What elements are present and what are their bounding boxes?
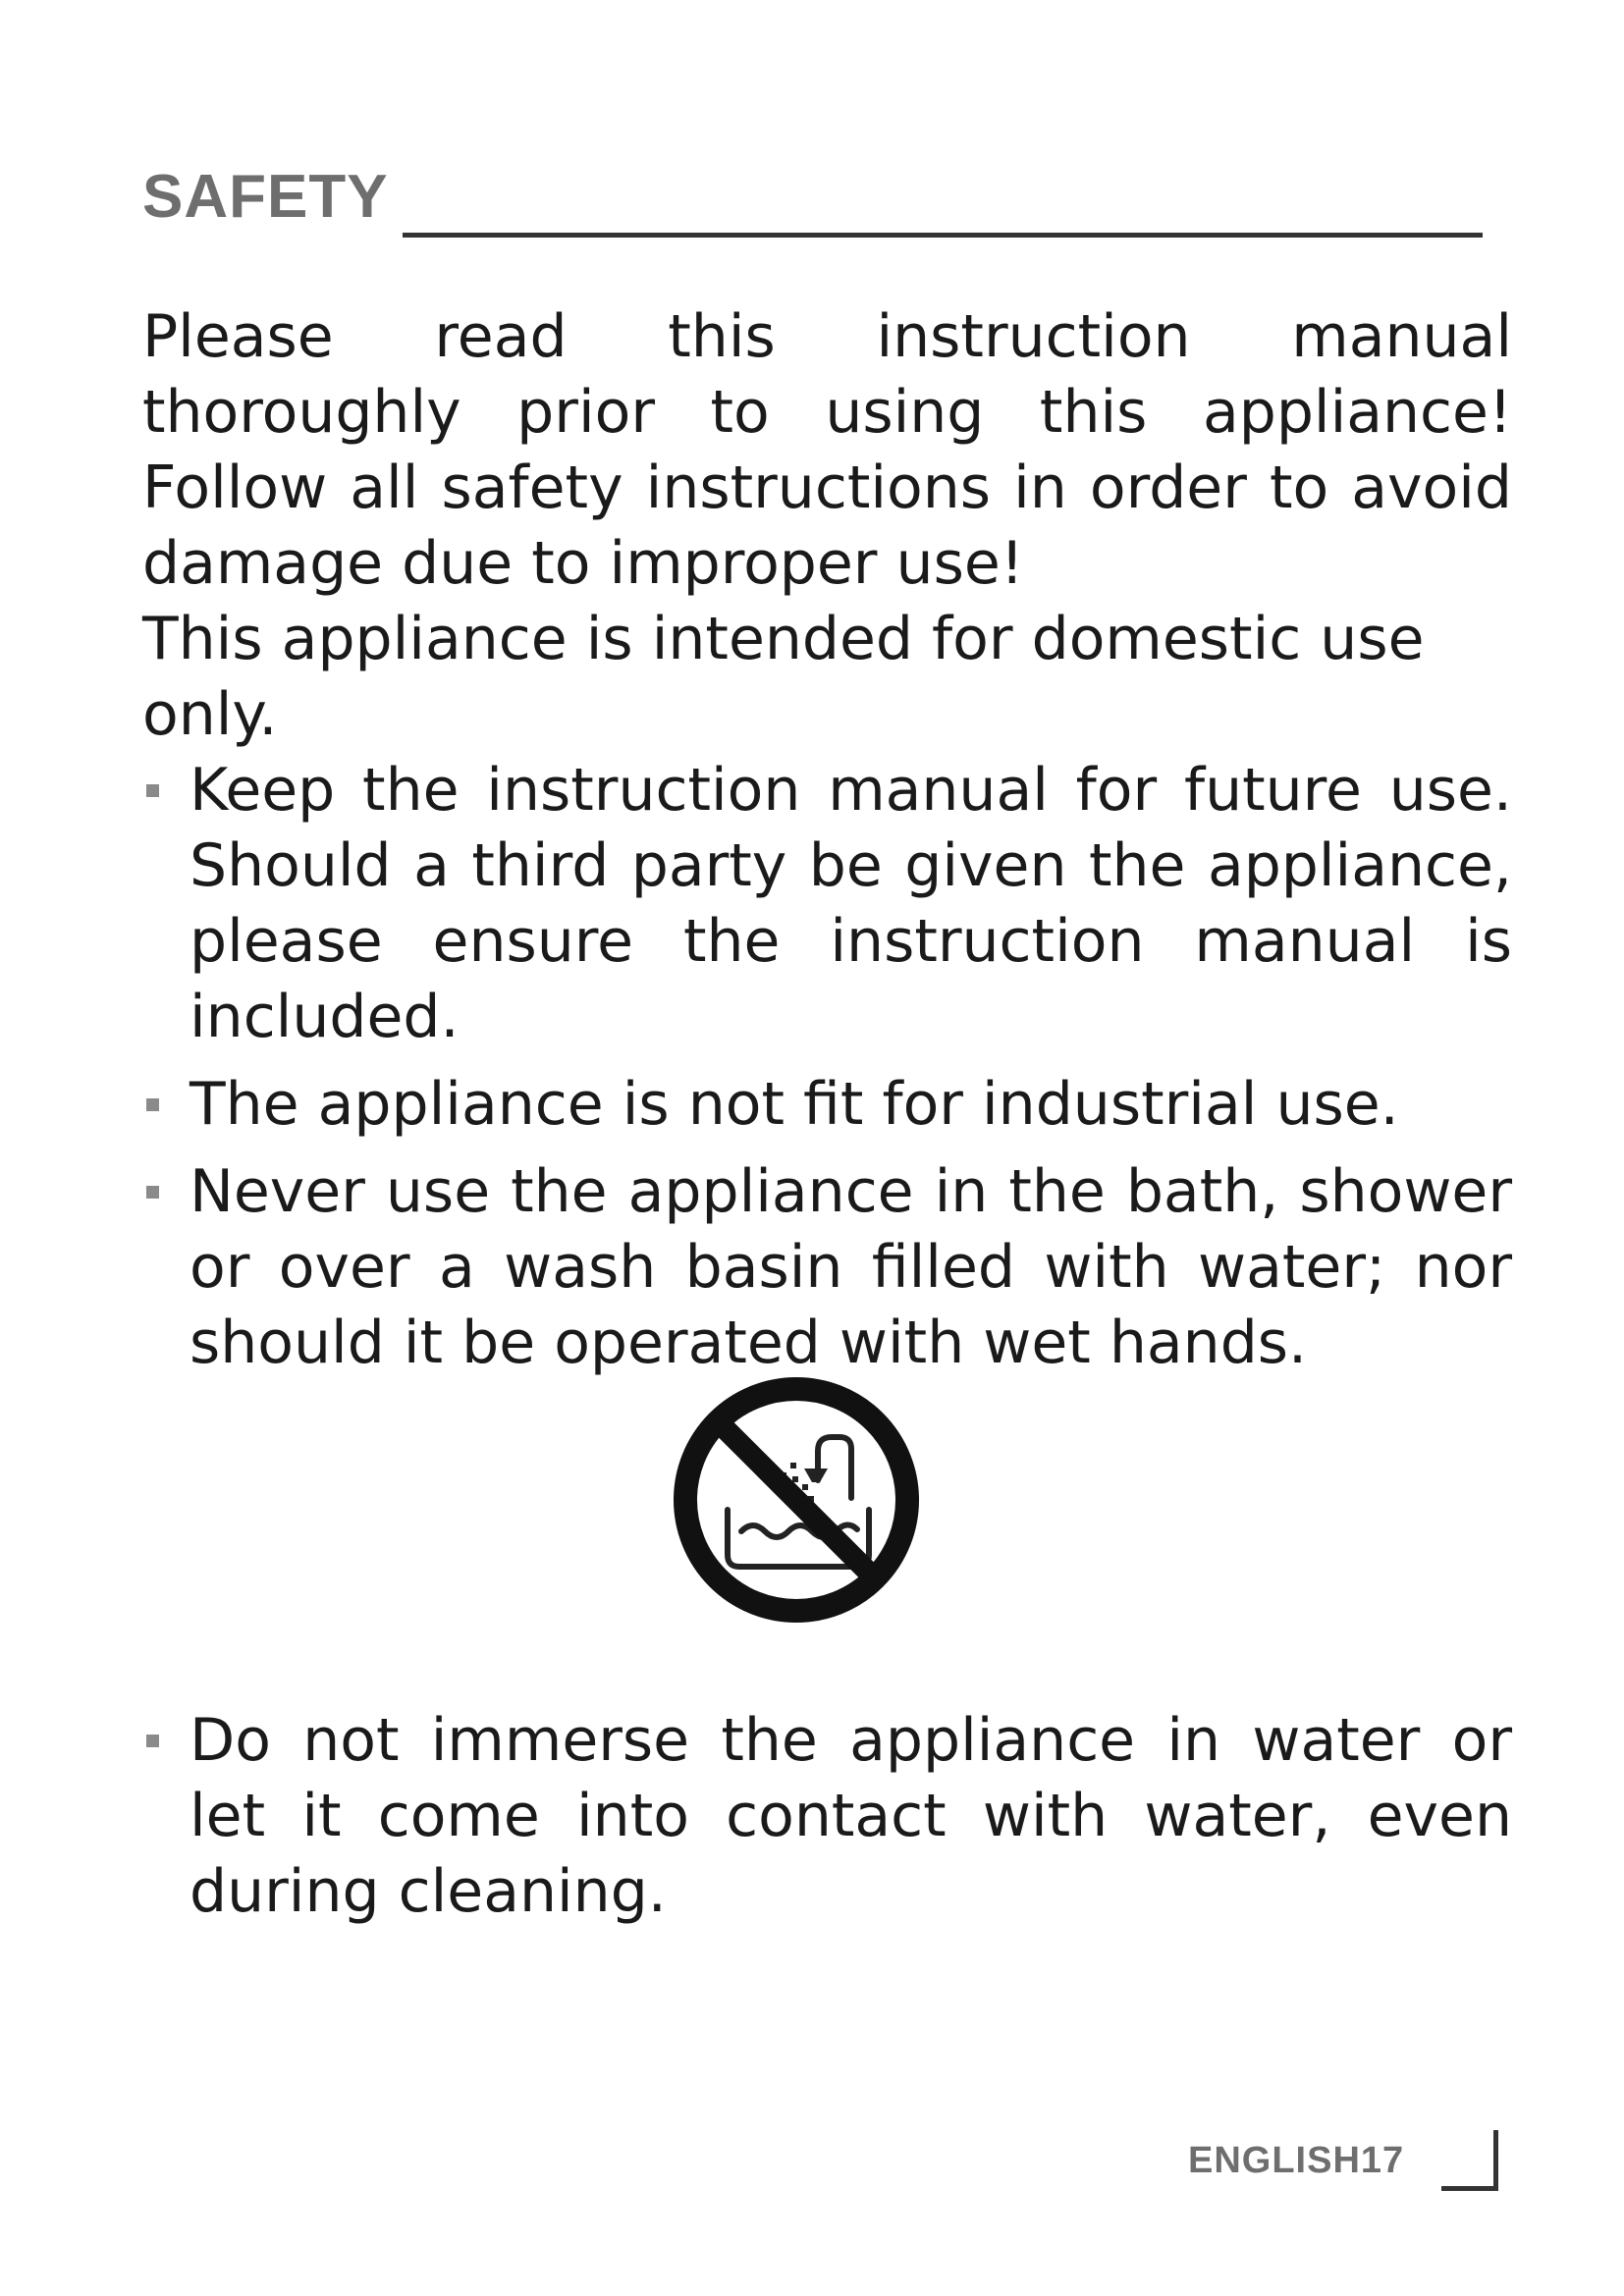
no-bath-shower-prohibition-icon bbox=[671, 1374, 922, 1626]
safety-bullet-list bbox=[142, 1703, 1512, 1930]
bullet-text: Never use the appliance in the bath, shower or over a wash basin filled with water; nor should it be operated with wet hands. bbox=[189, 1157, 1512, 1377]
bullet-text: The appliance is not fit for industrial use. bbox=[189, 1070, 1399, 1139]
section-heading: SAFETY bbox=[142, 163, 389, 231]
bullet-marker-icon bbox=[146, 784, 159, 797]
footer-language: ENGLISH bbox=[1188, 2140, 1361, 2181]
bullet-item bbox=[142, 753, 1512, 1055]
page-number: 17 bbox=[1360, 2140, 1405, 2181]
intro-paragraph: Please read this instruction manual thoroughly prior to using this appliance! Follow all safety instructions in order to avoid damage due to improper use! bbox=[142, 302, 1512, 598]
page-corner-mark bbox=[1441, 2130, 1498, 2191]
bullet-text: Keep the instruction manual for future use. Should a third party be given the appliance, please ensure the instruction manual is included. bbox=[189, 756, 1512, 1051]
safety-bullet-list bbox=[142, 753, 1512, 1381]
heading-rule-divider bbox=[403, 233, 1483, 238]
safety-body bbox=[142, 299, 1512, 1381]
bullet-text: Do not immerse the appliance in water or let it come into contact with water, even during cleaning. bbox=[189, 1706, 1512, 1926]
bullet-marker-icon bbox=[146, 1735, 159, 1747]
safety-body-continued bbox=[142, 1703, 1512, 1930]
bullet-item bbox=[142, 1703, 1512, 1930]
bullet-marker-icon bbox=[146, 1186, 159, 1199]
bullet-item bbox=[142, 1067, 1512, 1143]
bullet-marker-icon bbox=[146, 1098, 159, 1111]
intended-use-sentence: This appliance is intended for domestic use only. bbox=[142, 605, 1425, 749]
bullet-item bbox=[142, 1154, 1512, 1381]
page-footer bbox=[1188, 2140, 1404, 2182]
